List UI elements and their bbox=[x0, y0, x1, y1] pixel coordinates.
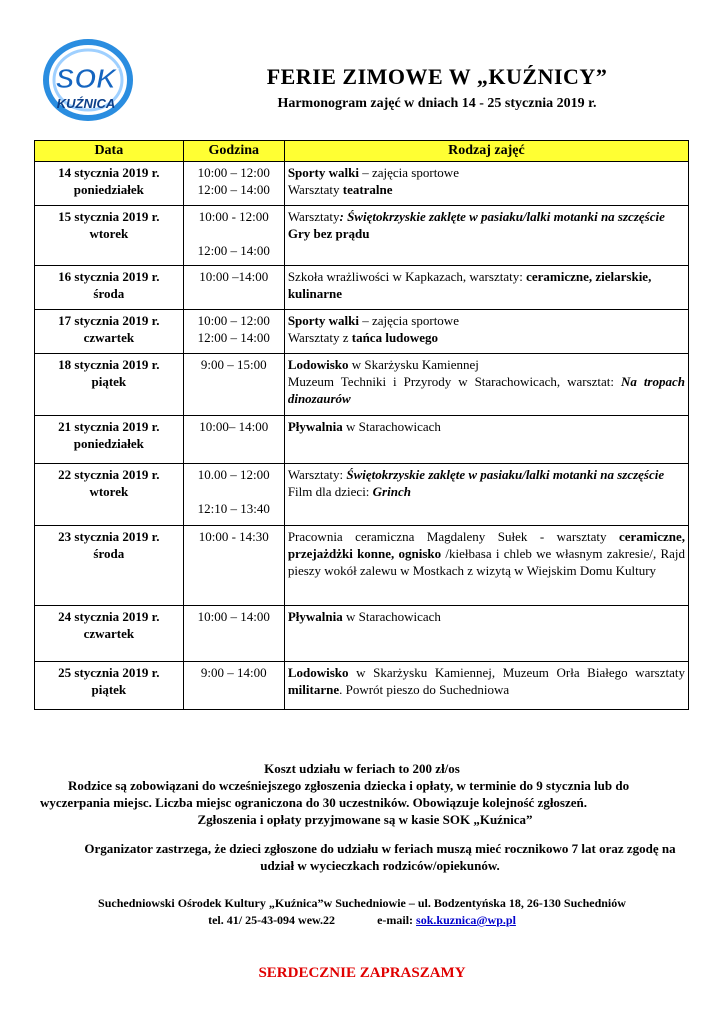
date-cell bbox=[35, 526, 184, 606]
date-text: 18 stycznia 2019 r. bbox=[58, 357, 160, 372]
day-text: piątek bbox=[91, 682, 127, 697]
activity-highlight: Gry bez prądu bbox=[287, 226, 370, 241]
parents-note bbox=[40, 777, 690, 828]
time-text: 12:00 – 14:00 bbox=[197, 243, 270, 258]
address-text: Suchedniowski Ośrodek Kultury „Kuźnica”w Suchedniowie – ul. Bodzentyńska 18, 26-130 Suchedniów bbox=[98, 896, 626, 910]
time-text: 12:00 – 14:00 bbox=[197, 182, 270, 197]
date-cell bbox=[35, 606, 184, 662]
activity-highlight: Pływalnia bbox=[287, 419, 343, 434]
activity-text: w Starachowicach bbox=[342, 609, 441, 624]
day-text: piątek bbox=[91, 374, 127, 389]
column-header-time: Godzina bbox=[183, 141, 284, 162]
contact-block bbox=[0, 895, 724, 929]
activity-text: – zajęcia sportowe bbox=[358, 165, 459, 180]
email-link[interactable]: sok.kuznica@wp.pl bbox=[416, 913, 516, 927]
activity-text: Warsztaty bbox=[287, 182, 343, 197]
date-text: 23 stycznia 2019 r. bbox=[58, 529, 160, 544]
time-text: 10:00– 14:00 bbox=[199, 419, 269, 434]
activity-highlight: ceramiczne, przejażdżki konne, ognisko bbox=[287, 529, 685, 561]
time-text: 9:00 – 15:00 bbox=[200, 357, 267, 372]
activity-text: /kiełbasa i chleb we własnym zakresie/, Rajd pieszy wokół zalewu w Mostkach z wizytą w Wiejskim Domu Kultury bbox=[287, 546, 686, 578]
day-text: wtorek bbox=[89, 484, 129, 499]
schedule-table bbox=[34, 140, 689, 710]
phone-text: tel. 41/ 25-43-094 wew.22 bbox=[208, 913, 336, 927]
activity-highlight: Pływalnia bbox=[287, 609, 343, 624]
date-cell bbox=[35, 162, 184, 206]
date-text: 17 stycznia 2019 r. bbox=[58, 313, 160, 328]
time-text: 12:10 – 13:40 bbox=[197, 501, 270, 516]
cost-note: Koszt udziału w feriach to 200 zł/os bbox=[264, 761, 460, 776]
activity-highlight: tańca ludowego bbox=[351, 330, 439, 345]
column-header-activity: Rodzaj zajęć bbox=[284, 141, 688, 162]
time-text: 10.00 – 12:00 bbox=[197, 467, 270, 482]
date-cell bbox=[35, 662, 184, 710]
activity-cell bbox=[284, 266, 688, 310]
day-text: wtorek bbox=[89, 226, 129, 241]
table-row bbox=[35, 310, 689, 354]
activity-highlight: Sporty walki bbox=[287, 313, 359, 328]
table-row bbox=[35, 206, 689, 266]
time-text: 10:00 - 12:00 bbox=[198, 209, 269, 224]
activity-highlight: ceramiczne, zielarskie, kulinarne bbox=[287, 269, 652, 301]
activity-text: . Powrót pieszo do Suchedniowa bbox=[339, 682, 510, 697]
activity-text: Warsztaty z bbox=[287, 330, 352, 345]
activity-text: Szkoła wrażliwości w Kapkazach, warsztaty: bbox=[287, 269, 527, 284]
day-text: poniedziałek bbox=[73, 182, 144, 197]
activity-cell bbox=[284, 162, 688, 206]
date-text: 14 stycznia 2019 r. bbox=[58, 165, 160, 180]
date-text: 15 stycznia 2019 r. bbox=[58, 209, 160, 224]
time-cell bbox=[183, 464, 284, 526]
table-header-row bbox=[35, 141, 689, 162]
table-row bbox=[35, 354, 689, 416]
time-cell bbox=[183, 526, 284, 606]
date-text: 22 stycznia 2019 r. bbox=[58, 467, 160, 482]
activity-cell bbox=[284, 206, 688, 266]
activity-highlight: Świętokrzyskie zaklęte w pasiaku/lalki motanki na szczęście bbox=[346, 467, 665, 482]
activity-highlight: teatralne bbox=[342, 182, 393, 197]
time-text: 9:00 – 14:00 bbox=[200, 665, 267, 680]
logo-text-kuznica: KUŹNICA bbox=[56, 96, 116, 111]
time-text: 10:00 – 12:00 bbox=[197, 313, 270, 328]
page-title: FERIE ZIMOWE W „KUŹNICY” bbox=[266, 64, 608, 89]
activity-cell bbox=[284, 526, 688, 606]
day-text: środa bbox=[93, 286, 125, 301]
time-text: 10:00 – 14:00 bbox=[197, 609, 270, 624]
activity-highlight: Lodowisko bbox=[287, 665, 349, 680]
invitation-text: SERDECZNIE ZAPRASZAMY bbox=[258, 965, 466, 981]
activity-text: Warsztaty: bbox=[287, 467, 347, 482]
date-cell bbox=[35, 464, 184, 526]
page-subtitle: Harmonogram zajęć w dniach 14 - 25 stycznia 2019 r. bbox=[277, 96, 597, 111]
activity-cell bbox=[284, 606, 688, 662]
day-text: poniedziałek bbox=[73, 436, 144, 451]
time-cell bbox=[183, 662, 284, 710]
date-text: 24 stycznia 2019 r. bbox=[58, 609, 160, 624]
time-text: 10:00 - 14:30 bbox=[198, 529, 269, 544]
day-text: czwartek bbox=[83, 330, 135, 345]
activity-highlight: : Świętokrzyskie zaklęte w pasiaku/lalki motanki na szczęście bbox=[339, 209, 665, 224]
activity-text: w Starachowicach bbox=[342, 419, 441, 434]
table-row bbox=[35, 162, 689, 206]
activity-highlight: Na tropach dinozaurów bbox=[287, 374, 685, 406]
day-text: środa bbox=[93, 546, 125, 561]
activity-text: Warsztaty bbox=[287, 209, 340, 224]
time-cell bbox=[183, 416, 284, 464]
activity-highlight: Lodowisko bbox=[287, 357, 349, 372]
table-row bbox=[35, 526, 689, 606]
date-text: 25 stycznia 2019 r. bbox=[58, 665, 160, 680]
organizer-note: Organizator zastrzega, że dzieci zgłoszone do udziału w feriach muszą mieć rocznikowo 7 lat oraz zgodę na udział w wycieczkach rodziców/opiekunów. bbox=[84, 841, 676, 873]
activity-cell bbox=[284, 354, 688, 416]
time-text: 10:00 –14:00 bbox=[199, 269, 269, 284]
activity-text: w Skarżysku Kamiennej, Muzeum Orła Białego warsztaty bbox=[348, 665, 685, 680]
date-text: 21 stycznia 2019 r. bbox=[58, 419, 160, 434]
activity-highlight: Sporty walki bbox=[287, 165, 359, 180]
logo-text-sok: SOK bbox=[55, 63, 117, 94]
time-cell bbox=[183, 266, 284, 310]
table-row bbox=[35, 464, 689, 526]
activity-cell bbox=[284, 662, 688, 710]
date-cell bbox=[35, 354, 184, 416]
activity-highlight: militarne bbox=[287, 682, 340, 697]
date-cell bbox=[35, 266, 184, 310]
activity-text: – zajęcia sportowe bbox=[358, 313, 459, 328]
table-row bbox=[35, 416, 689, 464]
activity-text: Muzeum Techniki i Przyrody w Starachowicach, warsztat: bbox=[287, 374, 621, 389]
activity-highlight: Grinch bbox=[372, 484, 411, 499]
time-text: 12:00 – 14:00 bbox=[197, 330, 270, 345]
table-row bbox=[35, 606, 689, 662]
date-text: 16 stycznia 2019 r. bbox=[58, 269, 160, 284]
sok-kuznica-logo bbox=[36, 36, 138, 126]
day-text: czwartek bbox=[83, 626, 135, 641]
date-cell bbox=[35, 416, 184, 464]
parents-text: Rodzice są zobowiązani do wcześniejszego zgłoszenia dziecka i opłaty, w terminie do 9 stycznia lub do wyczerpania miejsc. Liczba miejsc ograniczona do 30 uczestników. Obowiązuje kolejność zgłoszeń. bbox=[40, 778, 630, 810]
activity-text: w Skarżysku Kamiennej bbox=[348, 357, 479, 372]
activity-cell bbox=[284, 464, 688, 526]
column-header-date: Data bbox=[35, 141, 184, 162]
activity-cell bbox=[284, 416, 688, 464]
time-cell bbox=[183, 606, 284, 662]
time-text: 10:00 – 12:00 bbox=[197, 165, 270, 180]
activity-text: Film dla dzieci: bbox=[287, 484, 373, 499]
time-cell bbox=[183, 310, 284, 354]
time-cell bbox=[183, 354, 284, 416]
time-cell bbox=[183, 162, 284, 206]
email-label: e-mail: bbox=[377, 913, 417, 927]
time-cell bbox=[183, 206, 284, 266]
payments-text: Zgłoszenia i opłaty przyjmowane są w kasie SOK „Kuźnica” bbox=[197, 812, 533, 827]
activity-text: Pracownia ceramiczna Magdaleny Sułek - warsztaty bbox=[287, 529, 619, 544]
activity-cell bbox=[284, 310, 688, 354]
date-cell bbox=[35, 206, 184, 266]
date-cell bbox=[35, 310, 184, 354]
table-row bbox=[35, 266, 689, 310]
table-row bbox=[35, 662, 689, 710]
